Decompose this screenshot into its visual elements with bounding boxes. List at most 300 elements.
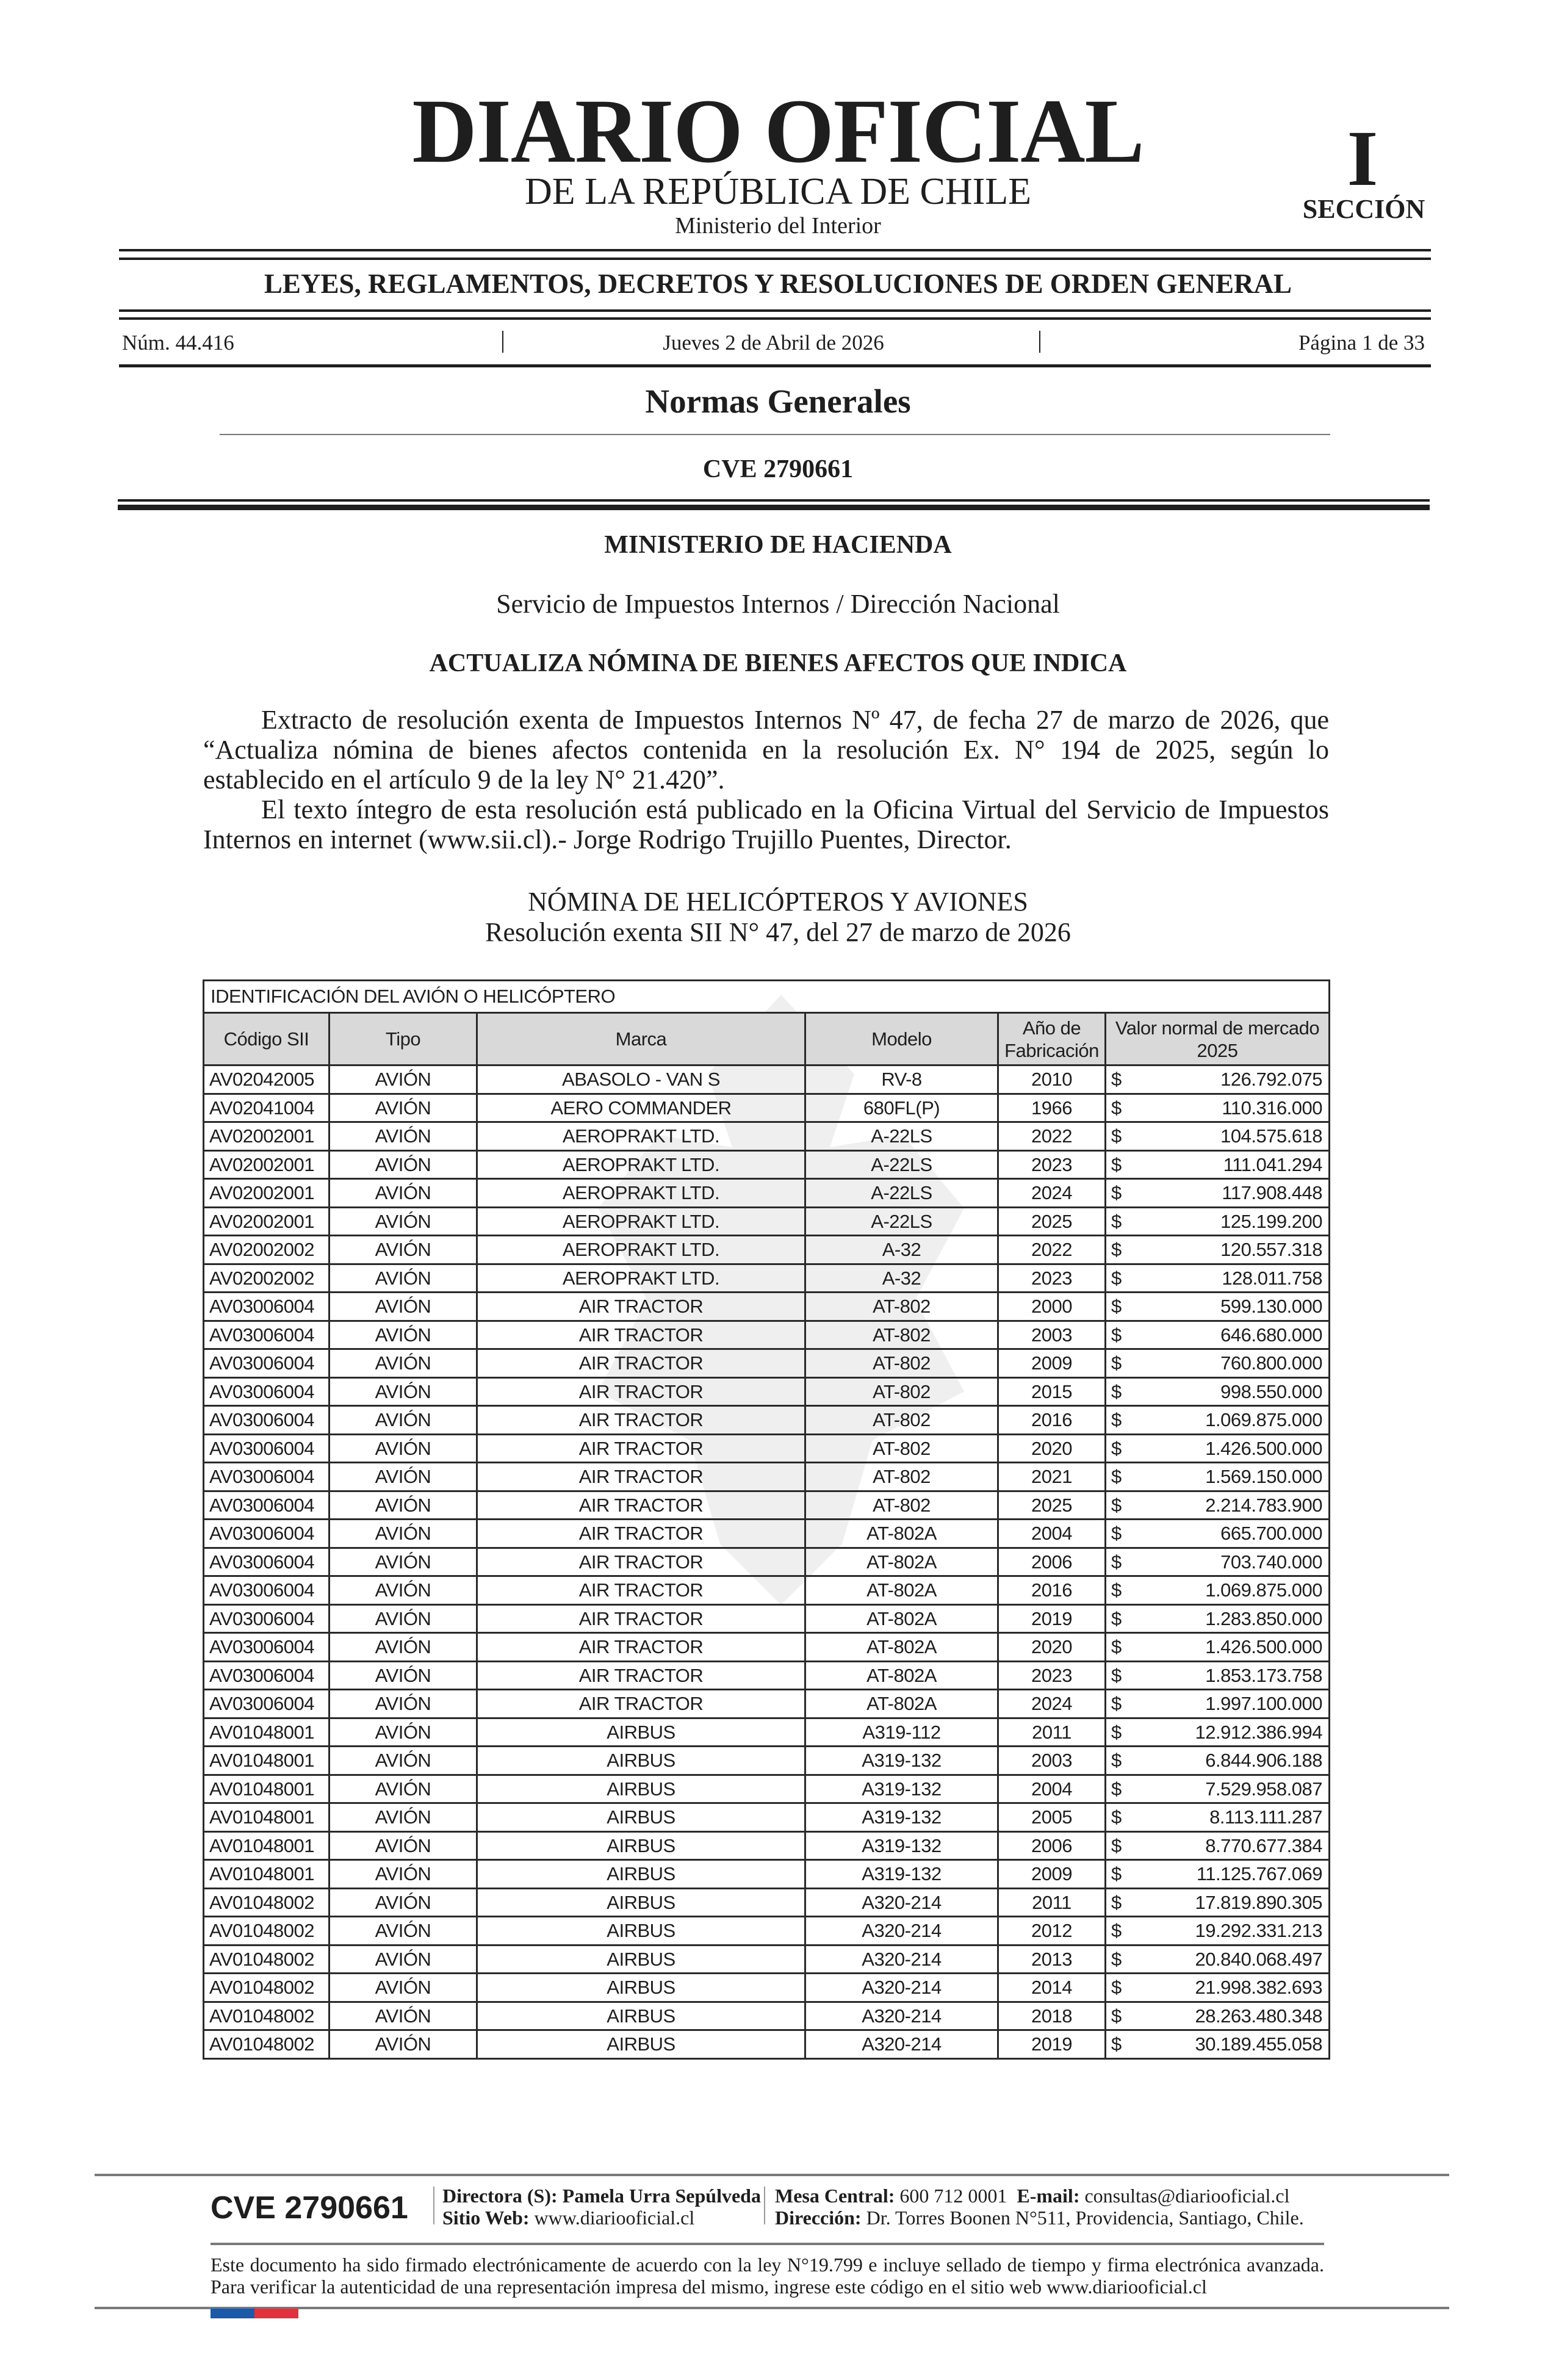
amount: 646.680.000 bbox=[1220, 1324, 1323, 1346]
amount: 11.125.767.069 bbox=[1196, 1863, 1323, 1885]
issue-number: Núm. 44.416 bbox=[122, 331, 234, 355]
cell-type: AVIÓN bbox=[330, 1576, 477, 1605]
website-link[interactable]: www.diariooficial.cl bbox=[534, 2207, 695, 2229]
amount: 1.069.875.000 bbox=[1205, 1579, 1323, 1601]
table-row bbox=[204, 1775, 1330, 1803]
cell-type: AVIÓN bbox=[330, 1094, 477, 1122]
cell-market-value bbox=[1106, 1491, 1330, 1520]
cell-brand: AIR TRACTOR bbox=[477, 1661, 805, 1690]
cell-model: A-22LS bbox=[805, 1150, 998, 1179]
cell-market-value bbox=[1106, 1604, 1330, 1633]
cell-model: AT-802 bbox=[805, 1434, 998, 1463]
amount: 2.214.783.900 bbox=[1205, 1494, 1323, 1516]
cell-model: A320-214 bbox=[805, 1888, 998, 1917]
table-row bbox=[204, 1604, 1330, 1633]
currency-symbol: $ bbox=[1111, 1750, 1122, 1772]
cell-market-value bbox=[1106, 1945, 1330, 1974]
cell-type: AVIÓN bbox=[330, 1888, 477, 1917]
footer-director-block bbox=[442, 2185, 761, 2229]
cell-type: AVIÓN bbox=[330, 1831, 477, 1860]
cell-code: AV03006004 bbox=[204, 1633, 330, 1662]
currency-symbol: $ bbox=[1111, 1551, 1122, 1573]
amount: 1.997.100.000 bbox=[1205, 1693, 1323, 1715]
cell-brand: AEROPRAKT LTD. bbox=[477, 1179, 805, 1208]
cell-code: AV03006004 bbox=[204, 1321, 330, 1349]
cell-brand: AIRBUS bbox=[477, 1775, 805, 1803]
cell-code: AV03006004 bbox=[204, 1690, 330, 1718]
phone-label: Mesa Central: bbox=[775, 2185, 895, 2207]
cell-type: AVIÓN bbox=[330, 1463, 477, 1491]
cell-brand: AIR TRACTOR bbox=[477, 1491, 805, 1520]
cell-code: AV02002001 bbox=[204, 1179, 330, 1208]
currency-symbol: $ bbox=[1111, 1239, 1122, 1261]
cell-type: AVIÓN bbox=[330, 1775, 477, 1803]
amount: 125.199.200 bbox=[1220, 1210, 1323, 1232]
body-paragraph: Extracto de resolución exenta de Impuestos Internos Nº 47, de fecha 27 de marzo de 2026, que “Actualiza nómina de bienes afectos contenida en la resolución Ex. N° 194 de 2025, según lo establecido en el artículo 9 de la ley N° 21.420”. bbox=[203, 705, 1329, 795]
cell-model: A319-132 bbox=[805, 1775, 998, 1803]
cell-market-value bbox=[1106, 1264, 1330, 1293]
divider bbox=[95, 2174, 1449, 2176]
cell-year: 2011 bbox=[998, 1718, 1106, 1747]
newspaper-ministry: Ministerio del Interior bbox=[675, 213, 881, 239]
cell-type: AVIÓN bbox=[330, 1974, 477, 2002]
cell-code: AV01048001 bbox=[204, 1831, 330, 1860]
cell-type: AVIÓN bbox=[330, 1690, 477, 1718]
cell-model: AT-802A bbox=[805, 1633, 998, 1662]
table-body bbox=[204, 1066, 1330, 2059]
cell-model: A-22LS bbox=[805, 1207, 998, 1236]
list-title: NÓMINA DE HELICÓPTEROS Y AVIONES bbox=[528, 887, 1028, 917]
cell-market-value bbox=[1106, 2030, 1330, 2059]
cell-brand: AERO COMMANDER bbox=[477, 1094, 805, 1122]
cell-market-value bbox=[1106, 1377, 1330, 1406]
cell-type: AVIÓN bbox=[330, 1718, 477, 1747]
cell-brand: AEROPRAKT LTD. bbox=[477, 1236, 805, 1264]
cell-type: AVIÓN bbox=[330, 1917, 477, 1945]
cell-brand: ABASOLO - VAN S bbox=[477, 1066, 805, 1094]
cell-market-value bbox=[1106, 1860, 1330, 1889]
currency-symbol: $ bbox=[1111, 1352, 1122, 1374]
table-row bbox=[204, 1548, 1330, 1576]
amount: 30.189.455.058 bbox=[1195, 2033, 1323, 2055]
cell-brand: AEROPRAKT LTD. bbox=[477, 1207, 805, 1236]
cell-year: 2022 bbox=[998, 1236, 1106, 1264]
currency-symbol: $ bbox=[1111, 1834, 1122, 1856]
cell-code: AV03006004 bbox=[204, 1434, 330, 1463]
cell-type: AVIÓN bbox=[330, 1150, 477, 1179]
cell-brand: AIR TRACTOR bbox=[477, 1576, 805, 1605]
cell-model: AT-802 bbox=[805, 1491, 998, 1520]
currency-symbol: $ bbox=[1111, 2033, 1122, 2055]
cell-model: AT-802A bbox=[805, 1661, 998, 1690]
cell-brand: AIR TRACTOR bbox=[477, 1406, 805, 1435]
currency-symbol: $ bbox=[1111, 1296, 1122, 1318]
currency-symbol: $ bbox=[1111, 1977, 1122, 1999]
cell-brand: AIR TRACTOR bbox=[477, 1520, 805, 1548]
cell-brand: AIR TRACTOR bbox=[477, 1321, 805, 1349]
amount: 1.069.875.000 bbox=[1205, 1409, 1323, 1431]
cell-year: 2023 bbox=[998, 1150, 1106, 1179]
cell-type: AVIÓN bbox=[330, 1264, 477, 1293]
email-label: E-mail: bbox=[1017, 2185, 1080, 2207]
cell-market-value bbox=[1106, 1888, 1330, 1917]
table-row bbox=[204, 1463, 1330, 1491]
cell-year: 2016 bbox=[998, 1576, 1106, 1605]
currency-symbol: $ bbox=[1111, 1636, 1122, 1658]
ministry-heading: MINISTERIO DE HACIENDA bbox=[604, 531, 952, 559]
cell-code: AV03006004 bbox=[204, 1349, 330, 1378]
table-row bbox=[204, 1150, 1330, 1179]
cell-code: AV01048001 bbox=[204, 1718, 330, 1747]
currency-symbol: $ bbox=[1111, 1097, 1122, 1119]
cell-type: AVIÓN bbox=[330, 1434, 477, 1463]
cell-model: A319-132 bbox=[805, 1831, 998, 1860]
cell-market-value bbox=[1106, 1548, 1330, 1576]
cell-market-value bbox=[1106, 1974, 1330, 2002]
cell-model: A-32 bbox=[805, 1264, 998, 1293]
cell-code: AV01048002 bbox=[204, 1917, 330, 1945]
table-row bbox=[204, 1576, 1330, 1605]
amount: 117.908.448 bbox=[1222, 1182, 1323, 1204]
amount: 665.700.000 bbox=[1220, 1523, 1323, 1545]
currency-symbol: $ bbox=[1111, 1778, 1122, 1800]
divider bbox=[119, 317, 1431, 320]
currency-symbol: $ bbox=[1111, 1153, 1122, 1175]
cell-code: AV03006004 bbox=[204, 1406, 330, 1435]
cell-market-value bbox=[1106, 1434, 1330, 1463]
cell-model: AT-802A bbox=[805, 1520, 998, 1548]
cell-year: 2024 bbox=[998, 1179, 1106, 1208]
cell-model: A319-132 bbox=[805, 1803, 998, 1832]
amount: 104.575.618 bbox=[1220, 1125, 1323, 1147]
cell-year: 2019 bbox=[998, 2030, 1106, 2059]
cell-code: AV01048002 bbox=[204, 1974, 330, 2002]
cell-code: AV02002001 bbox=[204, 1150, 330, 1179]
cell-year: 2018 bbox=[998, 2002, 1106, 2030]
column-header-code: Código SII bbox=[204, 1013, 330, 1066]
amount: 1.426.500.000 bbox=[1205, 1636, 1323, 1658]
flag-stripe-blue bbox=[211, 2309, 254, 2318]
amount: 7.529.958.087 bbox=[1205, 1778, 1323, 1800]
website-label: Sitio Web: bbox=[442, 2207, 530, 2229]
cell-market-value bbox=[1106, 1150, 1330, 1179]
cell-model: A-22LS bbox=[805, 1179, 998, 1208]
cell-year: 2005 bbox=[998, 1803, 1106, 1832]
table-row bbox=[204, 1917, 1330, 1945]
cell-brand: AIRBUS bbox=[477, 1718, 805, 1747]
cell-code: AV01048002 bbox=[204, 2002, 330, 2030]
amount: 120.557.318 bbox=[1220, 1239, 1323, 1261]
divider bbox=[118, 505, 1430, 510]
table-row bbox=[204, 1831, 1330, 1860]
amount: 126.792.075 bbox=[1220, 1069, 1323, 1091]
cell-type: AVIÓN bbox=[330, 1803, 477, 1832]
issue-bar bbox=[119, 330, 1428, 356]
cell-code: AV03006004 bbox=[204, 1661, 330, 1690]
table-row bbox=[204, 1179, 1330, 1208]
cell-year: 2021 bbox=[998, 1463, 1106, 1491]
section-label: SECCIÓN bbox=[1302, 194, 1425, 224]
amount: 21.998.382.693 bbox=[1195, 1977, 1323, 1999]
divider bbox=[119, 364, 1431, 367]
cell-market-value bbox=[1106, 1690, 1330, 1718]
amount: 17.819.890.305 bbox=[1195, 1891, 1323, 1913]
cell-brand: AEROPRAKT LTD. bbox=[477, 1264, 805, 1293]
cell-brand: AIR TRACTOR bbox=[477, 1377, 805, 1406]
cell-code: AV03006004 bbox=[204, 1463, 330, 1491]
body-paragraph: El texto íntegro de esta resolución está publicado en la Oficina Virtual del Servicio de Impuestos Internos en internet (www.sii.cl).- Jorge Rodrigo Trujillo Puentes, Director. bbox=[203, 795, 1329, 854]
cell-year: 2006 bbox=[998, 1831, 1106, 1860]
publication-category: LEYES, REGLAMENTOS, DECRETOS Y RESOLUCIONES DE ORDEN GENERAL bbox=[264, 269, 1292, 299]
cell-model: A319-112 bbox=[805, 1718, 998, 1747]
amount: 28.263.480.348 bbox=[1195, 2005, 1323, 2027]
cell-brand: AIRBUS bbox=[477, 1747, 805, 1775]
cell-code: AV01048001 bbox=[204, 1860, 330, 1889]
cell-type: AVIÓN bbox=[330, 1406, 477, 1435]
cell-year: 2016 bbox=[998, 1406, 1106, 1435]
cell-year: 2015 bbox=[998, 1377, 1106, 1406]
cell-type: AVIÓN bbox=[330, 1548, 477, 1576]
divider bbox=[211, 2243, 1324, 2245]
cell-type: AVIÓN bbox=[330, 1293, 477, 1321]
cell-code: AV01048001 bbox=[204, 1803, 330, 1832]
table-row bbox=[204, 1349, 1330, 1378]
legal-notice: Este documento ha sido firmado electrónicamente de acuerdo con la ley N°19.799 e incluye sellado de tiempo y firma electrónica avanzada. Para verificar la autenticidad de una representación impresa del mismo, ingrese este código en el sitio web www.diariooficial.cl bbox=[211, 2254, 1324, 2298]
table-row bbox=[204, 1406, 1330, 1435]
cell-model: A320-214 bbox=[805, 1945, 998, 1974]
currency-symbol: $ bbox=[1111, 1579, 1122, 1601]
cell-code: AV01048002 bbox=[204, 1888, 330, 1917]
cell-year: 2009 bbox=[998, 1349, 1106, 1378]
currency-symbol: $ bbox=[1111, 2005, 1122, 2027]
currency-symbol: $ bbox=[1111, 1437, 1122, 1459]
cell-brand: AIR TRACTOR bbox=[477, 1463, 805, 1491]
table-row bbox=[204, 1264, 1330, 1293]
cell-year: 2022 bbox=[998, 1122, 1106, 1151]
cell-model: A320-214 bbox=[805, 1974, 998, 2002]
cell-code: AV03006004 bbox=[204, 1491, 330, 1520]
cell-market-value bbox=[1106, 1094, 1330, 1122]
currency-symbol: $ bbox=[1111, 1324, 1122, 1346]
cell-market-value bbox=[1106, 1293, 1330, 1321]
cell-market-value bbox=[1106, 1576, 1330, 1605]
amount: 128.011.758 bbox=[1222, 1267, 1323, 1289]
cell-year: 2003 bbox=[998, 1321, 1106, 1349]
column-header-year: Año de Fabricación bbox=[998, 1013, 1106, 1066]
currency-symbol: $ bbox=[1111, 1891, 1122, 1913]
amount: 1.426.500.000 bbox=[1205, 1437, 1323, 1459]
amount: 20.840.068.497 bbox=[1195, 1948, 1323, 1970]
amount: 1.283.850.000 bbox=[1205, 1607, 1323, 1629]
divider bbox=[119, 258, 1431, 260]
cell-brand: AIRBUS bbox=[477, 2030, 805, 2059]
table-row bbox=[204, 1718, 1330, 1747]
table-row bbox=[204, 1974, 1330, 2002]
resolution-body bbox=[203, 705, 1329, 854]
phone-number: 600 712 0001 bbox=[899, 2185, 1007, 2207]
cell-market-value bbox=[1106, 1917, 1330, 1945]
newspaper-title: DIARIO OFICIAL bbox=[412, 81, 1144, 182]
currency-symbol: $ bbox=[1111, 1664, 1122, 1686]
cell-year: 2023 bbox=[998, 1264, 1106, 1293]
cell-year: 2024 bbox=[998, 1690, 1106, 1718]
cell-market-value bbox=[1106, 1066, 1330, 1094]
amount: 6.844.906.188 bbox=[1205, 1750, 1323, 1772]
table-row bbox=[204, 1321, 1330, 1349]
table-row bbox=[204, 1661, 1330, 1690]
email-link[interactable]: consultas@diariooficial.cl bbox=[1084, 2185, 1290, 2207]
cell-market-value bbox=[1106, 1831, 1330, 1860]
cell-brand: AEROPRAKT LTD. bbox=[477, 1122, 805, 1151]
table-row bbox=[204, 1122, 1330, 1151]
cell-code: AV01048001 bbox=[204, 1747, 330, 1775]
amount: 1.569.150.000 bbox=[1205, 1466, 1323, 1488]
currency-symbol: $ bbox=[1111, 1693, 1122, 1715]
cell-brand: AIRBUS bbox=[477, 2002, 805, 2030]
cell-model: AT-802 bbox=[805, 1463, 998, 1491]
cell-year: 2000 bbox=[998, 1293, 1106, 1321]
divider bbox=[119, 249, 1431, 251]
cell-type: AVIÓN bbox=[330, 1945, 477, 1974]
currency-symbol: $ bbox=[1111, 1607, 1122, 1629]
cell-code: AV03006004 bbox=[204, 1548, 330, 1576]
cell-brand: AEROPRAKT LTD. bbox=[477, 1150, 805, 1179]
section-number: I bbox=[1347, 115, 1378, 203]
currency-symbol: $ bbox=[1111, 1523, 1122, 1545]
cell-brand: AIR TRACTOR bbox=[477, 1548, 805, 1576]
cell-type: AVIÓN bbox=[330, 1207, 477, 1236]
page-indicator: Página 1 de 33 bbox=[1298, 331, 1425, 355]
cell-market-value bbox=[1106, 1775, 1330, 1803]
amount: 19.292.331.213 bbox=[1195, 1920, 1323, 1942]
cell-model: AT-802 bbox=[805, 1406, 998, 1435]
amount: 599.130.000 bbox=[1220, 1296, 1323, 1318]
currency-symbol: $ bbox=[1111, 1494, 1122, 1516]
cell-year: 2020 bbox=[998, 1633, 1106, 1662]
cell-type: AVIÓN bbox=[330, 1520, 477, 1548]
currency-symbol: $ bbox=[1111, 1920, 1122, 1942]
cell-model: A320-214 bbox=[805, 1917, 998, 1945]
divider bbox=[119, 309, 1431, 312]
address-label: Dirección: bbox=[775, 2207, 862, 2229]
cell-year: 2006 bbox=[998, 1548, 1106, 1576]
cell-code: AV03006004 bbox=[204, 1293, 330, 1321]
cell-type: AVIÓN bbox=[330, 1661, 477, 1690]
cell-brand: AIR TRACTOR bbox=[477, 1604, 805, 1633]
cell-year: 2025 bbox=[998, 1207, 1106, 1236]
amount: 760.800.000 bbox=[1220, 1352, 1323, 1374]
currency-symbol: $ bbox=[1111, 1806, 1122, 1828]
cell-year: 2009 bbox=[998, 1860, 1106, 1889]
divider bbox=[220, 434, 1330, 435]
cell-type: AVIÓN bbox=[330, 2002, 477, 2030]
cell-year: 2010 bbox=[998, 1066, 1106, 1094]
cell-code: AV01048002 bbox=[204, 2030, 330, 2059]
cell-code: AV02002002 bbox=[204, 1236, 330, 1264]
column-header-brand: Marca bbox=[477, 1013, 805, 1066]
separator bbox=[433, 2187, 434, 2224]
table-row bbox=[204, 2002, 1330, 2030]
service-heading: Servicio de Impuestos Internos / Dirección Nacional bbox=[496, 589, 1060, 619]
cell-brand: AIRBUS bbox=[477, 1831, 805, 1860]
amount: 998.550.000 bbox=[1220, 1380, 1323, 1402]
cell-code: AV01048002 bbox=[204, 1945, 330, 1974]
cell-type: AVIÓN bbox=[330, 1321, 477, 1349]
cell-model: AT-802A bbox=[805, 1576, 998, 1605]
cell-market-value bbox=[1106, 1520, 1330, 1548]
cell-code: AV03006004 bbox=[204, 1576, 330, 1605]
address: Dr. Torres Boonen N°511, Providencia, Santiago, Chile. bbox=[866, 2207, 1304, 2229]
cell-model: AT-802 bbox=[805, 1377, 998, 1406]
resolution-title: ACTUALIZA NÓMINA DE BIENES AFECTOS QUE INDICA bbox=[429, 649, 1127, 677]
table-row bbox=[204, 1945, 1330, 1974]
cell-brand: AIRBUS bbox=[477, 1917, 805, 1945]
cell-type: AVIÓN bbox=[330, 1604, 477, 1633]
cell-model: A-22LS bbox=[805, 1122, 998, 1151]
footer-cve-code: CVE 2790661 bbox=[211, 2190, 408, 2226]
cell-brand: AIRBUS bbox=[477, 1803, 805, 1832]
currency-symbol: $ bbox=[1111, 1948, 1122, 1970]
cell-brand: AIRBUS bbox=[477, 1888, 805, 1917]
table-row bbox=[204, 1888, 1330, 1917]
cell-model: 680FL(P) bbox=[805, 1094, 998, 1122]
amount: 8.770.677.384 bbox=[1205, 1834, 1323, 1856]
cell-model: A319-132 bbox=[805, 1860, 998, 1889]
cell-year: 2003 bbox=[998, 1747, 1106, 1775]
cell-market-value bbox=[1106, 1803, 1330, 1832]
aircraft-valuation-table bbox=[203, 979, 1330, 2060]
cell-market-value bbox=[1106, 1463, 1330, 1491]
section-title: Normas Generales bbox=[645, 383, 911, 420]
cell-model: A320-214 bbox=[805, 2002, 998, 2030]
cell-type: AVIÓN bbox=[330, 1236, 477, 1264]
cell-model: AT-802 bbox=[805, 1293, 998, 1321]
cell-model: AT-802A bbox=[805, 1604, 998, 1633]
newspaper-subtitle: DE LA REPÚBLICA DE CHILE bbox=[524, 171, 1032, 212]
cell-brand: AIRBUS bbox=[477, 1860, 805, 1889]
cell-year: 2023 bbox=[998, 1661, 1106, 1690]
amount: 703.740.000 bbox=[1220, 1551, 1323, 1573]
table-row bbox=[204, 1236, 1330, 1264]
table-row bbox=[204, 1491, 1330, 1520]
cell-code: AV02002002 bbox=[204, 1264, 330, 1293]
table-row bbox=[204, 1377, 1330, 1406]
cell-market-value bbox=[1106, 1349, 1330, 1378]
currency-symbol: $ bbox=[1111, 1182, 1122, 1204]
list-subtitle: Resolución exenta SII N° 47, del 27 de marzo de 2026 bbox=[485, 917, 1071, 947]
table-row bbox=[204, 1094, 1330, 1122]
cell-year: 2004 bbox=[998, 1520, 1106, 1548]
footer-contact-block bbox=[775, 2185, 1304, 2229]
cell-type: AVIÓN bbox=[330, 1179, 477, 1208]
cell-brand: AIR TRACTOR bbox=[477, 1690, 805, 1718]
currency-symbol: $ bbox=[1111, 1267, 1122, 1289]
currency-symbol: $ bbox=[1111, 1409, 1122, 1431]
cell-brand: AIR TRACTOR bbox=[477, 1293, 805, 1321]
cell-market-value bbox=[1106, 1747, 1330, 1775]
cell-code: AV01048001 bbox=[204, 1775, 330, 1803]
table-caption: IDENTIFICACIÓN DEL AVIÓN O HELICÓPTERO bbox=[204, 981, 1330, 1013]
cell-market-value bbox=[1106, 1236, 1330, 1264]
table-row bbox=[204, 1520, 1330, 1548]
cell-code: AV02002001 bbox=[204, 1207, 330, 1236]
amount: 1.853.173.758 bbox=[1205, 1664, 1323, 1686]
separator bbox=[764, 2187, 765, 2224]
cell-code: AV03006004 bbox=[204, 1604, 330, 1633]
amount: 111.041.294 bbox=[1223, 1153, 1323, 1175]
cell-year: 2004 bbox=[998, 1775, 1106, 1803]
table-row bbox=[204, 2030, 1330, 2059]
